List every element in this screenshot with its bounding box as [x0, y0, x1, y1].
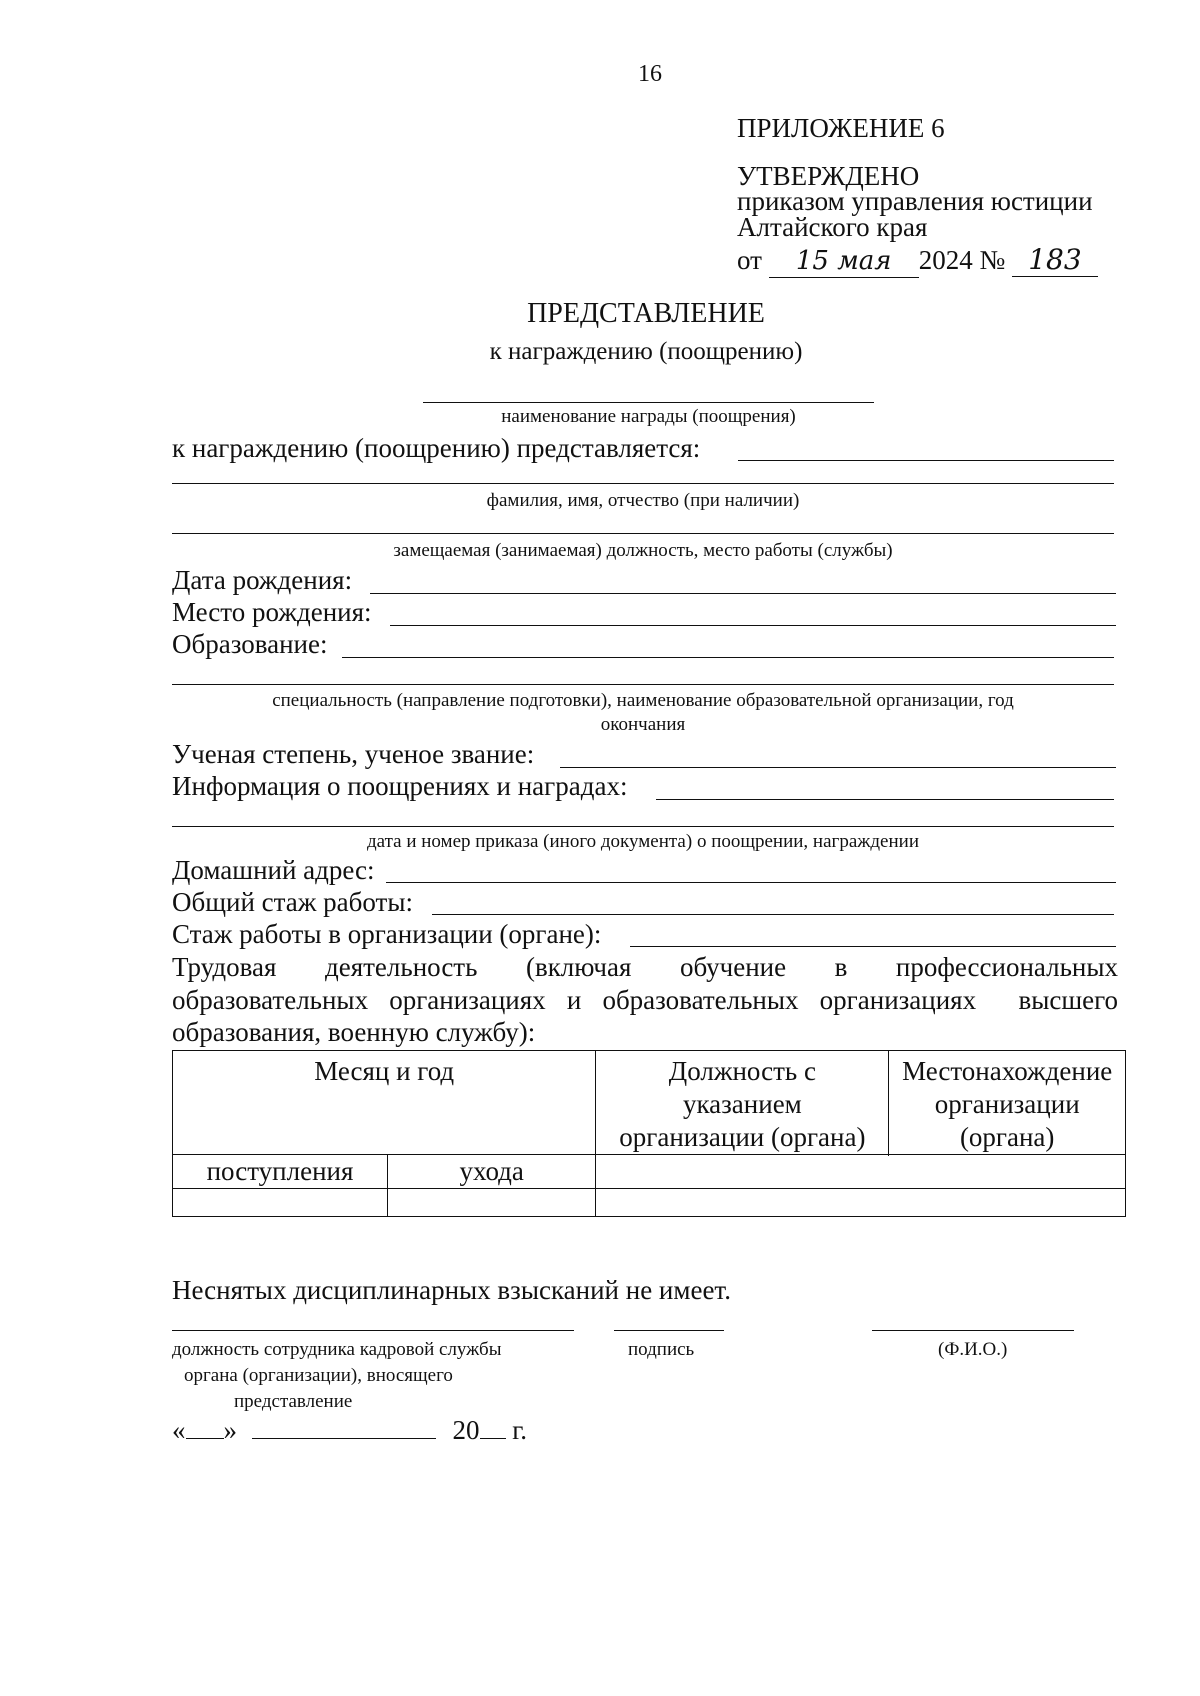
position-caption: замещаемая (занимаемая) должность, место работы (службы): [393, 540, 893, 561]
education-caption-1: специальность (направление подготовки), наименование образовательной организации, год: [272, 690, 1014, 711]
document-title: ПРЕДСТАВЛЕНИЕ: [527, 298, 765, 329]
degree-label: Ученая степень, ученое звание:: [172, 739, 535, 769]
awards-info-line-2[interactable]: [172, 826, 1114, 827]
education-line-2[interactable]: [172, 684, 1114, 685]
total-experience-field[interactable]: [432, 914, 1114, 915]
birth-place-label: Место рождения:: [172, 597, 372, 627]
work-history-table: [172, 1050, 1126, 1217]
appendix-label: ПРИЛОЖЕНИЕ 6: [737, 113, 945, 143]
education-label: Образование:: [172, 629, 328, 659]
month-field[interactable]: [252, 1438, 436, 1439]
order-date-line: [737, 244, 1098, 278]
labor-activity-line-2: образовательных организациях и образовательных организациях высшего: [172, 985, 1118, 1015]
fio-signature-line[interactable]: [872, 1330, 1074, 1331]
award-caption: наименование награды (поощрения): [501, 406, 796, 427]
awards-info-label: Информация о поощрениях и наградах:: [172, 771, 628, 801]
header-position: [596, 1051, 889, 1155]
sign-caption-2: органа (организации), вносящего: [184, 1365, 453, 1386]
cell-position-location[interactable]: [596, 1189, 1126, 1217]
fio-caption: фамилия, имя, отчество (при наличии): [486, 490, 800, 511]
handwritten-number: 183: [1012, 244, 1098, 277]
presented-label: к награждению (поощрению) представляется:: [172, 433, 701, 463]
home-address-label: Домашний адрес:: [172, 855, 375, 885]
subheader-entry: поступления: [173, 1155, 388, 1189]
degree-field[interactable]: [560, 767, 1116, 768]
approved-label: УТВЕРЖДЕНО: [737, 161, 920, 191]
header-location-line-1: Местонахождение: [902, 1056, 1113, 1086]
sign-caption-1: должность сотрудника кадровой службы: [172, 1339, 502, 1360]
org-experience-label: Стаж работы в организации (органе):: [172, 919, 602, 949]
subheader-empty: [596, 1155, 1126, 1189]
header-position-line-2: указанием: [682, 1089, 802, 1119]
cell-exit-date[interactable]: [388, 1189, 596, 1217]
header-location: [889, 1051, 1126, 1155]
org-experience-field[interactable]: [630, 946, 1116, 947]
signature-caption: подпись: [628, 1339, 695, 1360]
table-subheader-cells: [173, 1155, 1126, 1189]
table-header-row: [173, 1051, 1126, 1155]
date-prefix: от: [737, 245, 762, 275]
order-line-2: Алтайского края: [737, 212, 928, 242]
hr-position-line[interactable]: [172, 1330, 574, 1331]
signature-line[interactable]: [614, 1330, 724, 1331]
sign-date: [172, 1414, 527, 1446]
birth-date-label: Дата рождения:: [172, 565, 353, 595]
date-open-quote: «: [172, 1415, 186, 1445]
award-name-line[interactable]: [423, 402, 874, 403]
document-subtitle: к награждению (поощрению): [489, 338, 803, 365]
fio-signature-caption: (Ф.И.О.): [938, 1339, 1008, 1360]
home-address-field[interactable]: [386, 882, 1116, 883]
awards-caption: дата и номер приказа (иного документа) о поощрении, награждении: [367, 831, 919, 852]
date-year: 20: [452, 1415, 480, 1445]
table-row[interactable]: [173, 1189, 1126, 1217]
header-position-line-3: организации (органа): [619, 1122, 866, 1152]
page-number: 16: [638, 61, 662, 87]
order-year: 2024 №: [918, 245, 1006, 275]
cell-entry-date[interactable]: [173, 1189, 388, 1217]
handwritten-date: 15 мая: [769, 245, 919, 278]
fio-line[interactable]: [172, 483, 1114, 484]
date-close-quote: »: [223, 1415, 237, 1445]
labor-activity-line-3: образования, военную службу):: [172, 1017, 536, 1047]
year-field[interactable]: [480, 1438, 506, 1439]
education-caption-2: окончания: [600, 714, 686, 735]
order-line-1: приказом управления юстиции: [737, 186, 1093, 216]
presented-field[interactable]: [738, 460, 1114, 461]
education-field[interactable]: [342, 657, 1114, 658]
birth-place-field[interactable]: [390, 625, 1116, 626]
day-field[interactable]: [186, 1438, 224, 1439]
header-location-line-3: (органа): [959, 1122, 1055, 1152]
date-suffix: г.: [512, 1415, 528, 1445]
labor-activity-line-1: Трудовая деятельность (включая обучение в профессиональных: [172, 952, 1118, 982]
header-position-line-1: Должность с: [668, 1056, 816, 1086]
header-location-line-2: организации: [934, 1089, 1080, 1119]
no-penalties-text: Неснятых дисциплинарных взысканий не имеет.: [172, 1275, 731, 1305]
awards-info-field[interactable]: [656, 799, 1114, 800]
total-experience-label: Общий стаж работы:: [172, 887, 413, 917]
header-month-year: Месяц и год: [173, 1051, 596, 1155]
sign-caption-3: представление: [234, 1391, 353, 1412]
position-line[interactable]: [172, 533, 1114, 534]
subheader-exit: ухода: [388, 1155, 596, 1189]
birth-date-field[interactable]: [370, 593, 1116, 594]
